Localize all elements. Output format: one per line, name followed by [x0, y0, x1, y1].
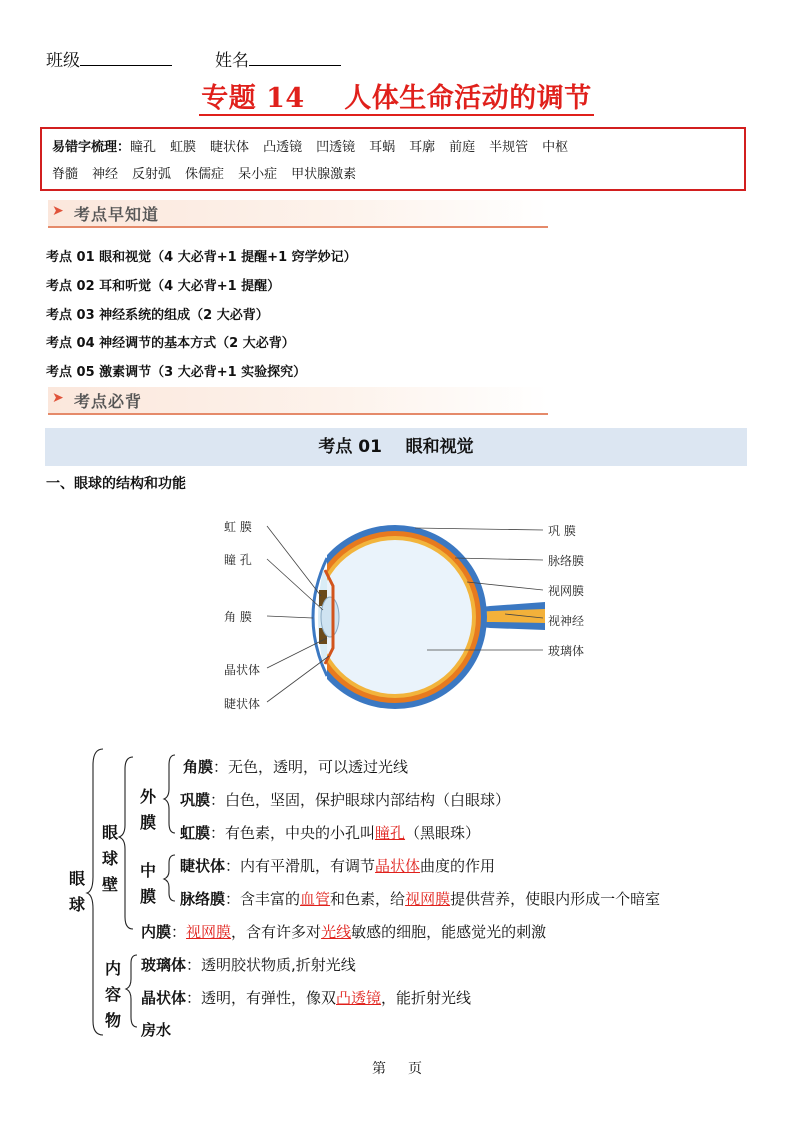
error-word: 凹透镜: [316, 140, 356, 155]
tree-inner: 内膜：视网膜，含有许多对光线敏感的细胞，能感觉光的刺激: [141, 923, 547, 941]
error-box-label: 易错字梳理：: [52, 140, 131, 155]
name-label: 姓名: [215, 51, 249, 71]
eyeball-diagram: [215, 510, 605, 720]
class-blank[interactable]: [80, 49, 172, 66]
label-pupil: 瞳 孔: [224, 553, 252, 567]
page-title: 专题 14 人体生命活动的调节: [201, 83, 592, 114]
point-item: 考点 03 神经系统的组成（2 大必背）: [46, 308, 269, 323]
label-iris: 虹 膜: [224, 520, 252, 534]
tree-aqueous: 房水: [141, 1021, 172, 1039]
point-item: 考点 01 眼和视觉（4 大必背+1 提醒+1 窍学妙记）: [46, 250, 357, 265]
tree-root-eyeball: 眼 球: [68, 869, 85, 914]
lens: [321, 597, 339, 637]
tree-vitreous: 玻璃体：透明胶状物质,折射光线: [141, 956, 356, 974]
label-vitreous: 玻璃体: [548, 644, 585, 658]
error-word: 睫状体: [210, 140, 250, 155]
name-blank[interactable]: [249, 49, 341, 66]
error-word: 中枢: [542, 140, 569, 155]
error-prone-words-box: [40, 127, 746, 191]
tree-ciliary: 睫状体：内有平滑肌，有调节晶状体曲度的作用: [180, 857, 496, 875]
tree-eyeball-wall: 眼 球 壁: [101, 823, 118, 894]
footer-page-prefix: 第: [372, 1061, 386, 1077]
error-word: 侏儒症: [185, 167, 225, 182]
error-words-row-2: [52, 163, 370, 182]
error-word: 前庭: [449, 140, 476, 155]
section-bar-early-label: 考点早知道: [74, 205, 160, 224]
error-word: 神经: [92, 167, 119, 182]
error-word: 反射弧: [132, 167, 172, 182]
tree-iris: 虹膜：有色素，中央的小孔叫瞳孔（黑眼珠）: [180, 824, 481, 842]
section-bar-early: [48, 200, 548, 228]
error-word: 耳蜗: [369, 140, 396, 155]
label-cornea: 角 膜: [224, 610, 252, 624]
label-retina: 视网膜: [548, 584, 585, 598]
tree-sclera: 巩膜：白色，坚固，保护眼球内部结构（白眼球）: [180, 791, 511, 809]
vitreous-body: [318, 540, 472, 694]
tree-choroid: 脉络膜：含丰富的血管和色素，给视网膜提供营养，使眼内形成一个暗室: [180, 890, 661, 908]
tree-lens: 晶状体：透明，有弹性，像双凸透镜，能折射光线: [141, 989, 472, 1007]
error-word: 甲状腺激素: [291, 167, 357, 182]
error-word: 凸透镜: [263, 140, 303, 155]
section-title-01: 考点 01 眼和视觉: [45, 428, 747, 466]
arrow-icon: ➤: [52, 203, 64, 219]
label-sclera: 巩 膜: [548, 524, 576, 538]
tree-middle-membrane: 中 膜: [139, 861, 156, 906]
error-word: 瞳孔: [130, 140, 157, 155]
tree-cornea: 角膜：无色，透明，可以透过光线: [183, 758, 409, 776]
section-bar-must-label: 考点必背: [74, 392, 143, 411]
error-words-row-1: [52, 136, 582, 155]
tree-contents: 内 容 物: [104, 959, 121, 1030]
class-label: 班级: [46, 51, 80, 71]
section-bar-must: [48, 387, 548, 415]
tree-outer-membrane: 外 膜: [139, 787, 156, 832]
name-field: [215, 46, 341, 71]
point-item: 考点 02 耳和听觉（4 大必背+1 提醒）: [46, 279, 281, 294]
label-choroid: 脉络膜: [548, 554, 585, 568]
label-lens: 晶状体: [224, 663, 261, 677]
label-optic-nerve: 视神经: [548, 614, 585, 628]
error-word: 虹膜: [170, 140, 197, 155]
error-word: 半规管: [489, 140, 529, 155]
arrow-icon: ➤: [52, 390, 64, 406]
label-ciliary: 睫状体: [224, 697, 261, 711]
point-item: 考点 04 神经调节的基本方式（2 大必背）: [46, 336, 295, 351]
error-word: 耳廓: [409, 140, 436, 155]
error-word: 呆小症: [238, 167, 278, 182]
error-word: 脊髓: [52, 167, 79, 182]
footer-page-suffix: 页: [408, 1061, 422, 1077]
class-field: [46, 46, 172, 71]
heading-eye-structure: 一、眼球的结构和功能: [46, 476, 186, 492]
point-item: 考点 05 激素调节（3 大必背+1 实验探究）: [46, 365, 307, 380]
